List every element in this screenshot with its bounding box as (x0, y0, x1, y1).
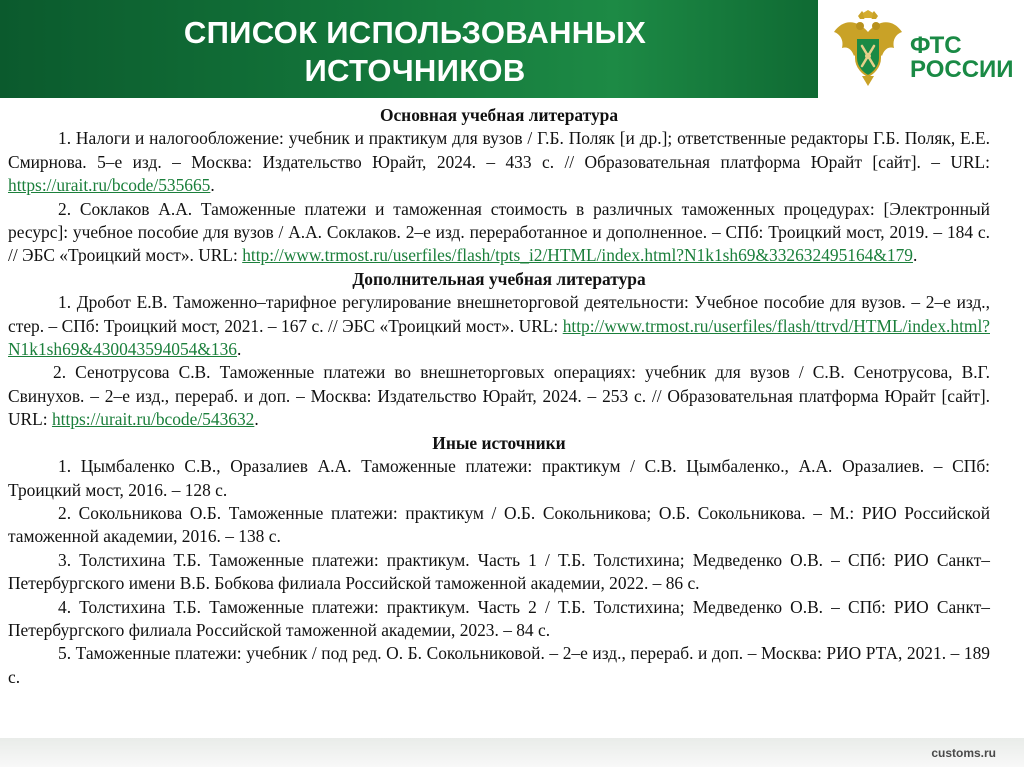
entry-link[interactable]: http://www.trmost.ru/userfiles/flash/tpts_i2/HTML/index.html?N1k1sh69&332632495164&179 (242, 245, 913, 266)
entry-link[interactable]: https://urait.ru/bcode/543632 (51, 409, 255, 430)
entry-after: . (210, 175, 215, 196)
bibliography-entry (8, 361, 990, 431)
page-title-line-2: ИСТОЧНИКОВ (304, 53, 526, 88)
entry-text: 2. Сенотрусова С.В. Таможенные платежи во внешнеторговых операциях: учебник для вузов / С.В. Сенотрусова, В.Г. Свинухов. – 2–е изд., перераб. и доп. – Москва: Издательство Юрайт, 2024. – 253 с. // Образовательная платформа Юрайт [сайт]. URL: (8, 362, 990, 430)
bibliography-entry (8, 127, 990, 197)
logo-line-1: ФТС (910, 32, 962, 59)
bibliography-entry (8, 596, 990, 643)
bibliography (8, 104, 990, 689)
page-title (95, 14, 735, 90)
footer-site-link[interactable]: customs.ru (931, 746, 996, 760)
section-title-main: Основная учебная литература (379, 105, 619, 125)
entry-text: 1. Дробот Е.В. Таможенно–тарифное регулирование внешнеторговой деятельности: Учебное пособие для вузов. – 2–е изд., стер. – СПб: Троицкий мост, 2021. – 167 с. // ЭБС «Троицкий мост». URL: (8, 292, 990, 336)
bibliography-entry (8, 455, 990, 502)
entry-after: . (912, 245, 918, 266)
footer-bar (0, 738, 1024, 767)
page-title-line-1: СПИСОК ИСПОЛЬЗОВАННЫХ (183, 15, 647, 50)
entry-after: . (236, 339, 242, 360)
bibliography-entry (8, 291, 990, 361)
section-title-additional: Дополнительная учебная литература (352, 268, 646, 289)
entry-text: 1. Цымбаленко С.В., Оразалиев А.А. Таможенные платежи: практикум / С.В. Цымбаленко., А.А. Оразалиев. – СПб: Троицкий мост, 2016. – 128 с. (8, 456, 990, 500)
double-headed-eagle-emblem-icon (832, 10, 904, 88)
bibliography-entry (8, 549, 990, 596)
entry-text: 4. Толстихина Т.Б. Таможенные платежи: практикум. Часть 2 / Т.Б. Толстихина; Медведенко О.В. – СПб: РИО Санкт–Петербургского филиала Российской таможенной академии, 2023. – 84 с. (8, 596, 990, 640)
logo-line-2: РОССИИ (910, 56, 1014, 83)
entry-link[interactable]: https://urait.ru/bcode/535665 (8, 175, 211, 196)
bibliography-entry (8, 502, 990, 549)
entry-text: 5. Таможенные платежи: учебник / под ред. О. Б. Сокольниковой. – 2–е изд., перераб. и доп. – Москва: РИО РТА, 2021. – 189 с. (8, 643, 990, 687)
entry-text: 2. Соклаков А.А. Таможенные платежи и таможенная стоимость в различных таможенных процедурах: [Электронный ресурс]: учебное пособие для вузов / А.А. Соклаков. 2–е изд. переработанное и дополненное. – СПб: Троицкий мост, 2019. – 184 с. // ЭБС «Троицкий мост». URL: (8, 198, 990, 266)
entry-text: 2. Сокольникова О.Б. Таможенные платежи: практикум / О.Б. Сокольникова; О.Б. Сокольникова. – М.: РИО Российской таможенной академии, 2016. – 138 с. (8, 502, 990, 547)
entry-after: . (254, 409, 259, 430)
bibliography-entry (8, 642, 990, 689)
entry-link[interactable]: http://www.trmost.ru/userfiles/flash/ttrvd/HTML/index.html?N1k1sh69&430043594054&136 (8, 315, 990, 360)
entry-text: 1. Налоги и налогообложение: учебник и практикум для вузов / Г.Б. Поляк [и др.]; ответственные редакторы Г.Б. Поляк, Е.Е. Смирнова. 5–е изд. – Москва: Издательство Юрайт, 2024. – 433 с. // Образовательная платформа Юрайт [сайт]. – URL: (8, 128, 990, 172)
fts-logo-text (910, 34, 1014, 82)
section-title-other: Иные источники (432, 432, 566, 453)
bibliography-entry (8, 198, 990, 268)
entry-text: 3. Толстихина Т.Б. Таможенные платежи: практикум. Часть 1 / Т.Б. Толстихина; Медведенко О.В. – СПб: РИО Санкт–Петербургского имени В.Б. Бобкова филиала Российской таможенной академии, 2022. – 86 с. (8, 549, 990, 594)
